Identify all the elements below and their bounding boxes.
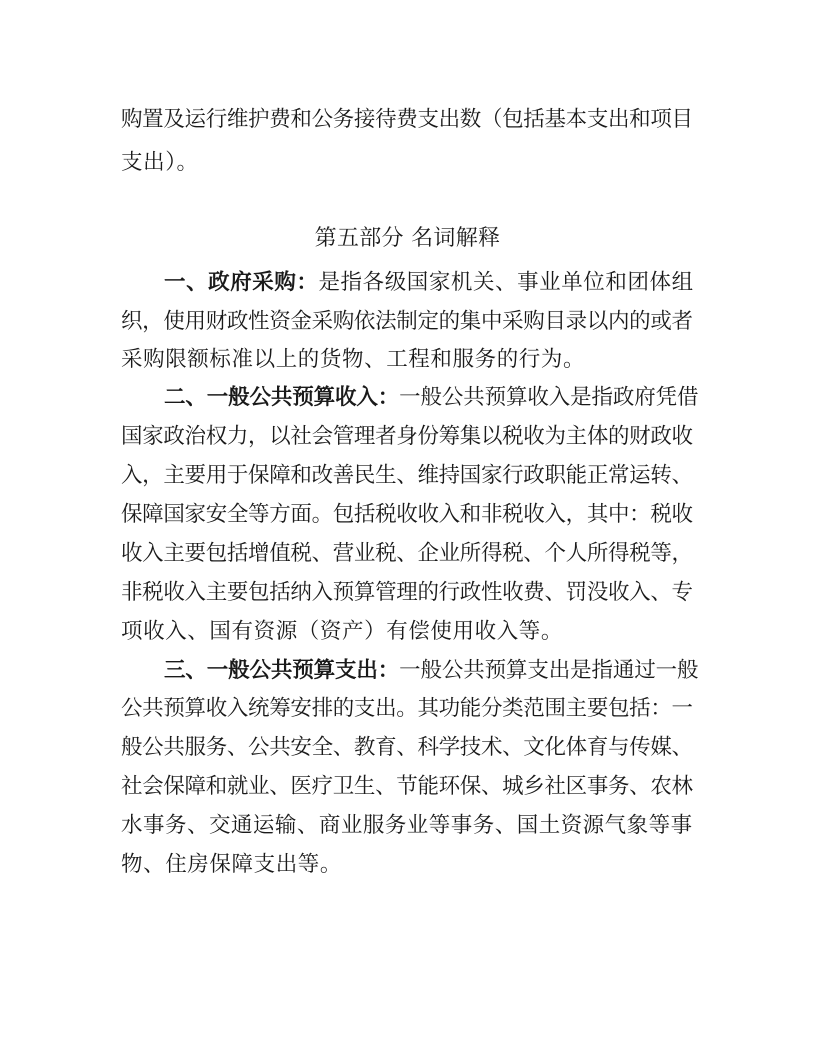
paragraph-3-line: 水事务、交通运输、商业服务业等事务、国土资源气象等事 [121,813,693,838]
paragraph-2-text: 一般公共预算收入是指政府凭借 [399,385,699,410]
paragraph-2-line: 非税收入主要包括纳入预算管理的行政性收费、罚没收入、专 [121,580,693,605]
paragraph-3-text: 一般公共预算支出是指通过一般 [399,658,699,683]
paragraph-2-first-line [164,385,698,411]
term-3-label: 三、一般公共预算支出： [164,658,400,683]
paragraph-1-text: 是指各级国家机关、事业单位和团体组 [318,270,694,295]
paragraph-1-line: 织，使用财政性资金采购依法制定的集中采购目录以内的或者 [121,309,693,334]
paragraph-3-line: 般公共服务、公共安全、教育、科学技术、文化体育与传媒、 [121,735,693,760]
intro-line-2: 支出）。 [121,150,199,175]
intro-line-1: 购置及运行维护费和公务接待费支出数（包括基本支出和项目 [121,107,693,132]
paragraph-3-line: 公共预算收入统筹安排的支出。其功能分类范围主要包括：一 [121,696,693,721]
paragraph-3-first-line [164,658,698,684]
paragraph-1-line: 采购限额标准以上的货物、工程和服务的行为。 [121,347,586,372]
paragraph-3-line: 社会保障和就业、医疗卫生、节能环保、城乡社区事务、农林 [121,774,693,799]
paragraph-2-line: 项收入、国有资源（资产）有偿使用收入等。 [121,619,564,644]
paragraph-2-line: 国家政治权力，以社会管理者身份筹集以税收为主体的财政收 [121,424,693,449]
paragraph-1-first-line [164,270,694,296]
paragraph-3-line: 物、住房保障支出等。 [121,852,343,877]
section-title: 第五部分 名词解释 [314,226,501,251]
term-2-label: 二、一般公共预算收入： [164,385,400,410]
term-1-label: 一、政府采购： [164,270,319,295]
paragraph-2-line: 入，主要用于保障和改善民生、维持国家行政职能正常运转、 [121,463,693,488]
paragraph-2-line: 保障国家安全等方面。包括税收收入和非税收入，其中：税收 [121,502,693,527]
paragraph-2-line: 收入主要包括增值税、营业税、企业所得税、个人所得税等， [121,541,693,566]
